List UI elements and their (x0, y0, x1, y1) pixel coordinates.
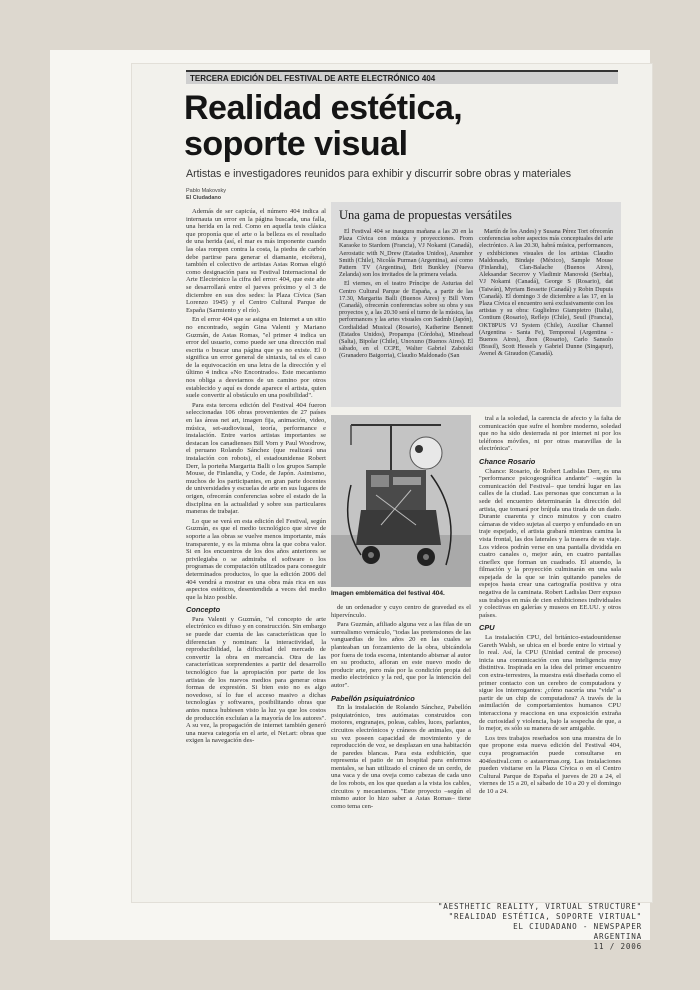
section-heading-pabellon: Pabellón psiquiatrónico (331, 693, 415, 703)
paragraph: Para Guzmán, afiliado alguna vez a las filas de un surrealismo vernáculo, "todas las pretensiones de las vanguardias de los años 20 en las cuales se planteaban un forzamiento de la obra, ubicándola por fuera de toda escena, intentando abismar al autor en su producto, afloran en este nuevo modo de producir arte, pero más por la condición propia del medio electrónico y la red, que por la intención del autor". (331, 621, 471, 689)
paragraph: En la instalación de Rolando Sánchez, Pabellón psiquiatrónico, tres autómatas construidos con motores, engranajes, poleas, cables, luces, parlantes, circuitos electrónicos y cráneos de animales, que a su vez poseen capacidad de movimiento y de reproducción de voz, se desplazan en una habitación de paredes blancas. Para esta exhibición, que representa el patio de un hospital para enfermos mentales, se han utilizado el cráneo de un cerdo, de una vaca y de una oveja como cabezas de cada uno de los robots, en los que quedan a la vista los cables, circuitos y mecanismos. "Este proyecto –según el mismo autor lo hizo saber a Astas Romas– tiene como tema cen- (331, 704, 471, 810)
headline (184, 90, 624, 162)
paragraph: La instalación CPU, del británico-estadounidense Gareth Walsh, se ubica en el borde entre lo virtual y lo real. Así, la CPU (Unidad central de proceso) inicia una comunicación con una inteligencia muy distintiva. Inspirada en la idea del primer encuentro con extra-terrestres, la muestra está diseñada como el primer contacto con un cerebro de computadora y sigue los interrogantes: ¿cómo nacería una "vida" a partir de un chip de computadora? A través de la asimilación de comportamientos humanos CPU interacciona y reacciona en una exposición extraña de curiosidad y violencia, bajo la sospecha de que, a lo mejor, es sólo su manera de ser amigable. (479, 634, 621, 733)
paragraph: Para esta tercera edición del Festival 404 fueron seleccionadas 106 obras provenientes de 27 países en las áreas net art, imagen fija, animación, video, música, set-audiovisual, teoría, performance e instalación. Entre varios artistas importantes se destacan los canadienses Bill Vorn y Paul Woodrow, el peruano Rolando Sánchez (que realizará una instalación con robots), el estadounidense Robert Derr, la porteña Margarita Balli o los grupos Sample Mouse, de Finlandia, y Code, de Japón. Asimismo, muchos de los participantes, en gran parte docentes de universidades y escuelas de arte en sus lugares de origen, ofrecerán conferencias sobre el estado de la disciplina en la actualidad y sobre sus particulares maneras de trabajar. (186, 401, 326, 516)
section-heading-cpu: CPU (479, 623, 495, 633)
column-3 (331, 604, 471, 900)
paragraph: Lo que se verá en esta edición del Festival, según Guzmán, es que el medio tecnológico que sirve de soporte a las obras se vuelve menos importante, más transparente, y es la misma obra la que cobra valor. Si en los encuentros de los dos años anteriores se privilegiaba o se admiraba el software o los programas de computación utilizados para conseguir determinados productos, lo que la edición 2006 del 404 vendrá a mostrar es una obra más rica en sus aspectos estéticos, desentendida a veces del medio que la hizo posible. (186, 517, 326, 601)
paragraph: tral a la soledad, la carencia de afecto y la falta de comunicación que sufre el hombre moderno, soledad que no ha sido desterrada ni por internet ni por los teléfonos móviles, ni por otras maravillas de la electrónica". (479, 415, 621, 453)
paragraph: Martín de los Andes) y Susana Pérez Tort ofrecerán conferencias sobre aspectos más conceptuales del arte electrónico. A las 20.30, habrá música, performances, y exhibiciones visuales de los artistas Claudio Maldonado, Bindaje (México), Sample Mouse (Finlandia), Clan-Balache (Buenos Aires), Aleksandar Secerov y Vladimir Manovski (Serbia), VJ Nokami (Canadá), George S (Rosario), dat (Taiwán), Myriam Bessette (Canadá) y Robin Dupuis (Canadá). El domingo 3 de diciembre a las 17, en la Plaza Cívica el encuentro será exclusivamente con los artistas y su obra: Guglielmo Giampietro (Italia), Contium (Rosario), Reflejo (Chile), Seuil (Francia), OKT8PUS VJ System (Chile), Auxiliar Channel (Argentina - Santa Fe), Temporeal (Argentina - Buenos Aires), Jhon (Rosario), Carlo Sansolo (Brasil), Scott Hessels y Gabriel Dunne (Singapur), Avenel & Giraudon (Canadá). (479, 228, 613, 358)
box-column-a (339, 228, 473, 404)
robot-photo (331, 415, 471, 587)
credit-block (380, 902, 642, 952)
credit-country: ARGENTINA (593, 932, 642, 941)
paragraph: de un ordenador y cuyo centro de gravedad es el hipervínculo. (331, 604, 471, 619)
subhead: Artistas e investigadores reunidos para exhibir y discurrir sobre obras y materiales (186, 168, 572, 180)
author: Pablo Makovsky (186, 188, 227, 194)
paragraph: Chance: Rosario, de Robert Ladislas Derr, es una "performance psicogeográfica andante" –según la comunicación del Festival– que tendrá lugar en las calles de la ciudad. Las personas que concurran a la sede del encuentro determinarán la dirección del artista, que tomará por brújula una tirada de un dado. Durante cuarenta y cinco minutos y con cuatro cámaras de video sujetas al cuerpo y enfundado en un traje espejado, el artista grabará mientras camina la vista frontal, las dos laterales y la trasera de su viaje. Los videos podrán verse en una pantalla dividida en cuatro canales o, mejor aún, en cuatro pantallas cineflex que forman un cuadrado. El atuendo, la filmación y la proyección culminarán en una sala espejada de la que se irán quitando paneles de espejos hasta crear una cartografía positiva y otra negativa de la caminata. Robert Ladislas Derr expuso sus trabajos en más de cien exhibiciones individuales y colectivas en galerías y museos en EE.UU. y otros países. (479, 467, 621, 619)
robot-image (331, 415, 471, 587)
kicker: TERCERA EDICIÓN DEL FESTIVAL DE ARTE ELECTRÓNICO 404 (186, 70, 618, 84)
byline (186, 188, 226, 202)
section-heading-concepto: Concepto (186, 605, 221, 615)
sidebar-box (331, 202, 621, 407)
box-title: Una gama de propuestas versátiles (339, 208, 512, 222)
column-1 (186, 208, 326, 898)
credit-date: 11 / 2006 (593, 942, 642, 951)
paragraph: Los tres trabajos reseñados son una muestra de lo que propone esta nueva edición del Festival 404, cuya programación puede consultarse en 404festival.com o astasromas.org. Las instalaciones pueden visitarse en la Plaza Cívica o en el Centro Cultural Parque de España el jueves de 20 a 24, el viernes de 15 a 20, el sábado de 10 a 20 y el domingo de 10 a 24. (479, 734, 621, 795)
newspaper-clipping (132, 64, 652, 902)
paragraph: En el error 404 que se asigna en Internet a un sitio no encontrado, según Gina Valenti y Mariano Guzmán, de Astas Romas, "el primer 4 indica un error del usuario, como puede ser una dirección mal escrita o buscar una página que ya no existe. El 0 significa un error general de sintaxis, tal es el caso de la equivocación en una letra de la dirección y el último 4 indica «No Encontrado». Este mecanismo nos obliga a desviarnos de un camino por otros establecido y aquí es donde aparece el artista, quien suele convertir al obstáculo en una posibilidad". (186, 316, 326, 400)
credit-title-en: "AESTHETIC REALITY, VIRTUAL STRUCTURE" (437, 902, 642, 911)
column-4 (479, 415, 621, 901)
photo-caption: Imagen emblemática del festival 404. (331, 590, 445, 597)
paragraph: El viernes, en el teatro Príncipe de Asturias del Centro Cultural Parque de España, a partir de las 17.30, Margarita Balli (Buenos Aires) y Bill Vorn (Canadá), ofrecerán conferencias sobre su obra y sus proyectos y, a las 20.30 será el turno de la música, las performances y las artes visuales con Sadmb (Japón), Cordialidad Musical (Rosario), Katherine Bennett (Estados Unidos), Propampa (Córdoba), Minehead (Salta), Bipolar (Chile), Unoxuno (Buenos Aires). El sábado, en el CCPE, Walter Gabriel Zaboiski (Granadero Baigorria), Claudio Maldonado (San (339, 280, 473, 360)
paragraph: Además de ser capicúa, el número 404 indica al internauta un error en la página buscada, una falla, una herida en la red. Como en aquella tesis clásica que proponía que el arte o la belleza es el resultado de una herida (así, el mar es más imponente cuando las olas rompen contra la costa, la piedra de carbón debe partirse para generar el diamante, etcétera), también el colectivo de artistas Astas Romas eligió como designación para su Festival Internacional de Arte Electrónico la cifra del error: 404, que este año se desarrollará entre el jueves próximo y el 3 de diciembre en sus dos sedes: la Plaza Cívica (San Lorenzo 1945) y el Centro Cultural Parque de España (Sarmiento y el río). (186, 208, 326, 314)
credit-title-es: "REALIDAD ESTÉTICA, SOPORTE VIRTUAL" (448, 912, 642, 921)
headline-line-2: soporte visual (184, 125, 408, 163)
box-column-b (479, 228, 613, 404)
credit-publication: EL CIUDADANO - NEWSPAPER (513, 922, 642, 931)
section-heading-chance-rosario: Chance Rosario (479, 456, 536, 466)
paragraph: Para Valenti y Guzmán, "el concepto de arte electrónico es difuso y en construcción. Sin embargo se puede dar cuenta de las características que lo diferencian y nominan: la interactividad, la reproducibilidad, la dificultad del mercado de convertir la obra en mercancía. Otra de las características sorprendentes a partir del desarrollo tecnológico fue la apropiación por parte de los artistas de los nuevos medios para generar otras formas de expresión. Si bien esto no es algo novedoso, sí lo fue el acceso masivo a dichas tecnologías y softwares, posibilitando obras que antes nunca hubiesen visto la luz ya que los costos de producción excluían a la mayoría de los autores". A su vez, la propagación de internet también generó una nueva categoría en el arte, el Net.art: obras que exigen la navegación des- (186, 615, 326, 745)
paragraph: El Festival 404 se inaugura mañana a las 20 en la Plaza Cívica con música y proyecciones. From Karaoke to Stardom (Francia), VJ Nokami (Canadá), Aerostatic with N_Drew (Estados Unidos), Anamhor Smith (Chile), Nicolás Purman (Argentina), así como Pattern TV (Argentina), Brit Bunkley (Nueva Zelanda) son los invitados de la primera velada. (339, 228, 473, 279)
page-sheet (50, 50, 650, 951)
publication: El Ciudadano (186, 195, 222, 201)
headline-line-1: Realidad estética, (184, 89, 463, 127)
